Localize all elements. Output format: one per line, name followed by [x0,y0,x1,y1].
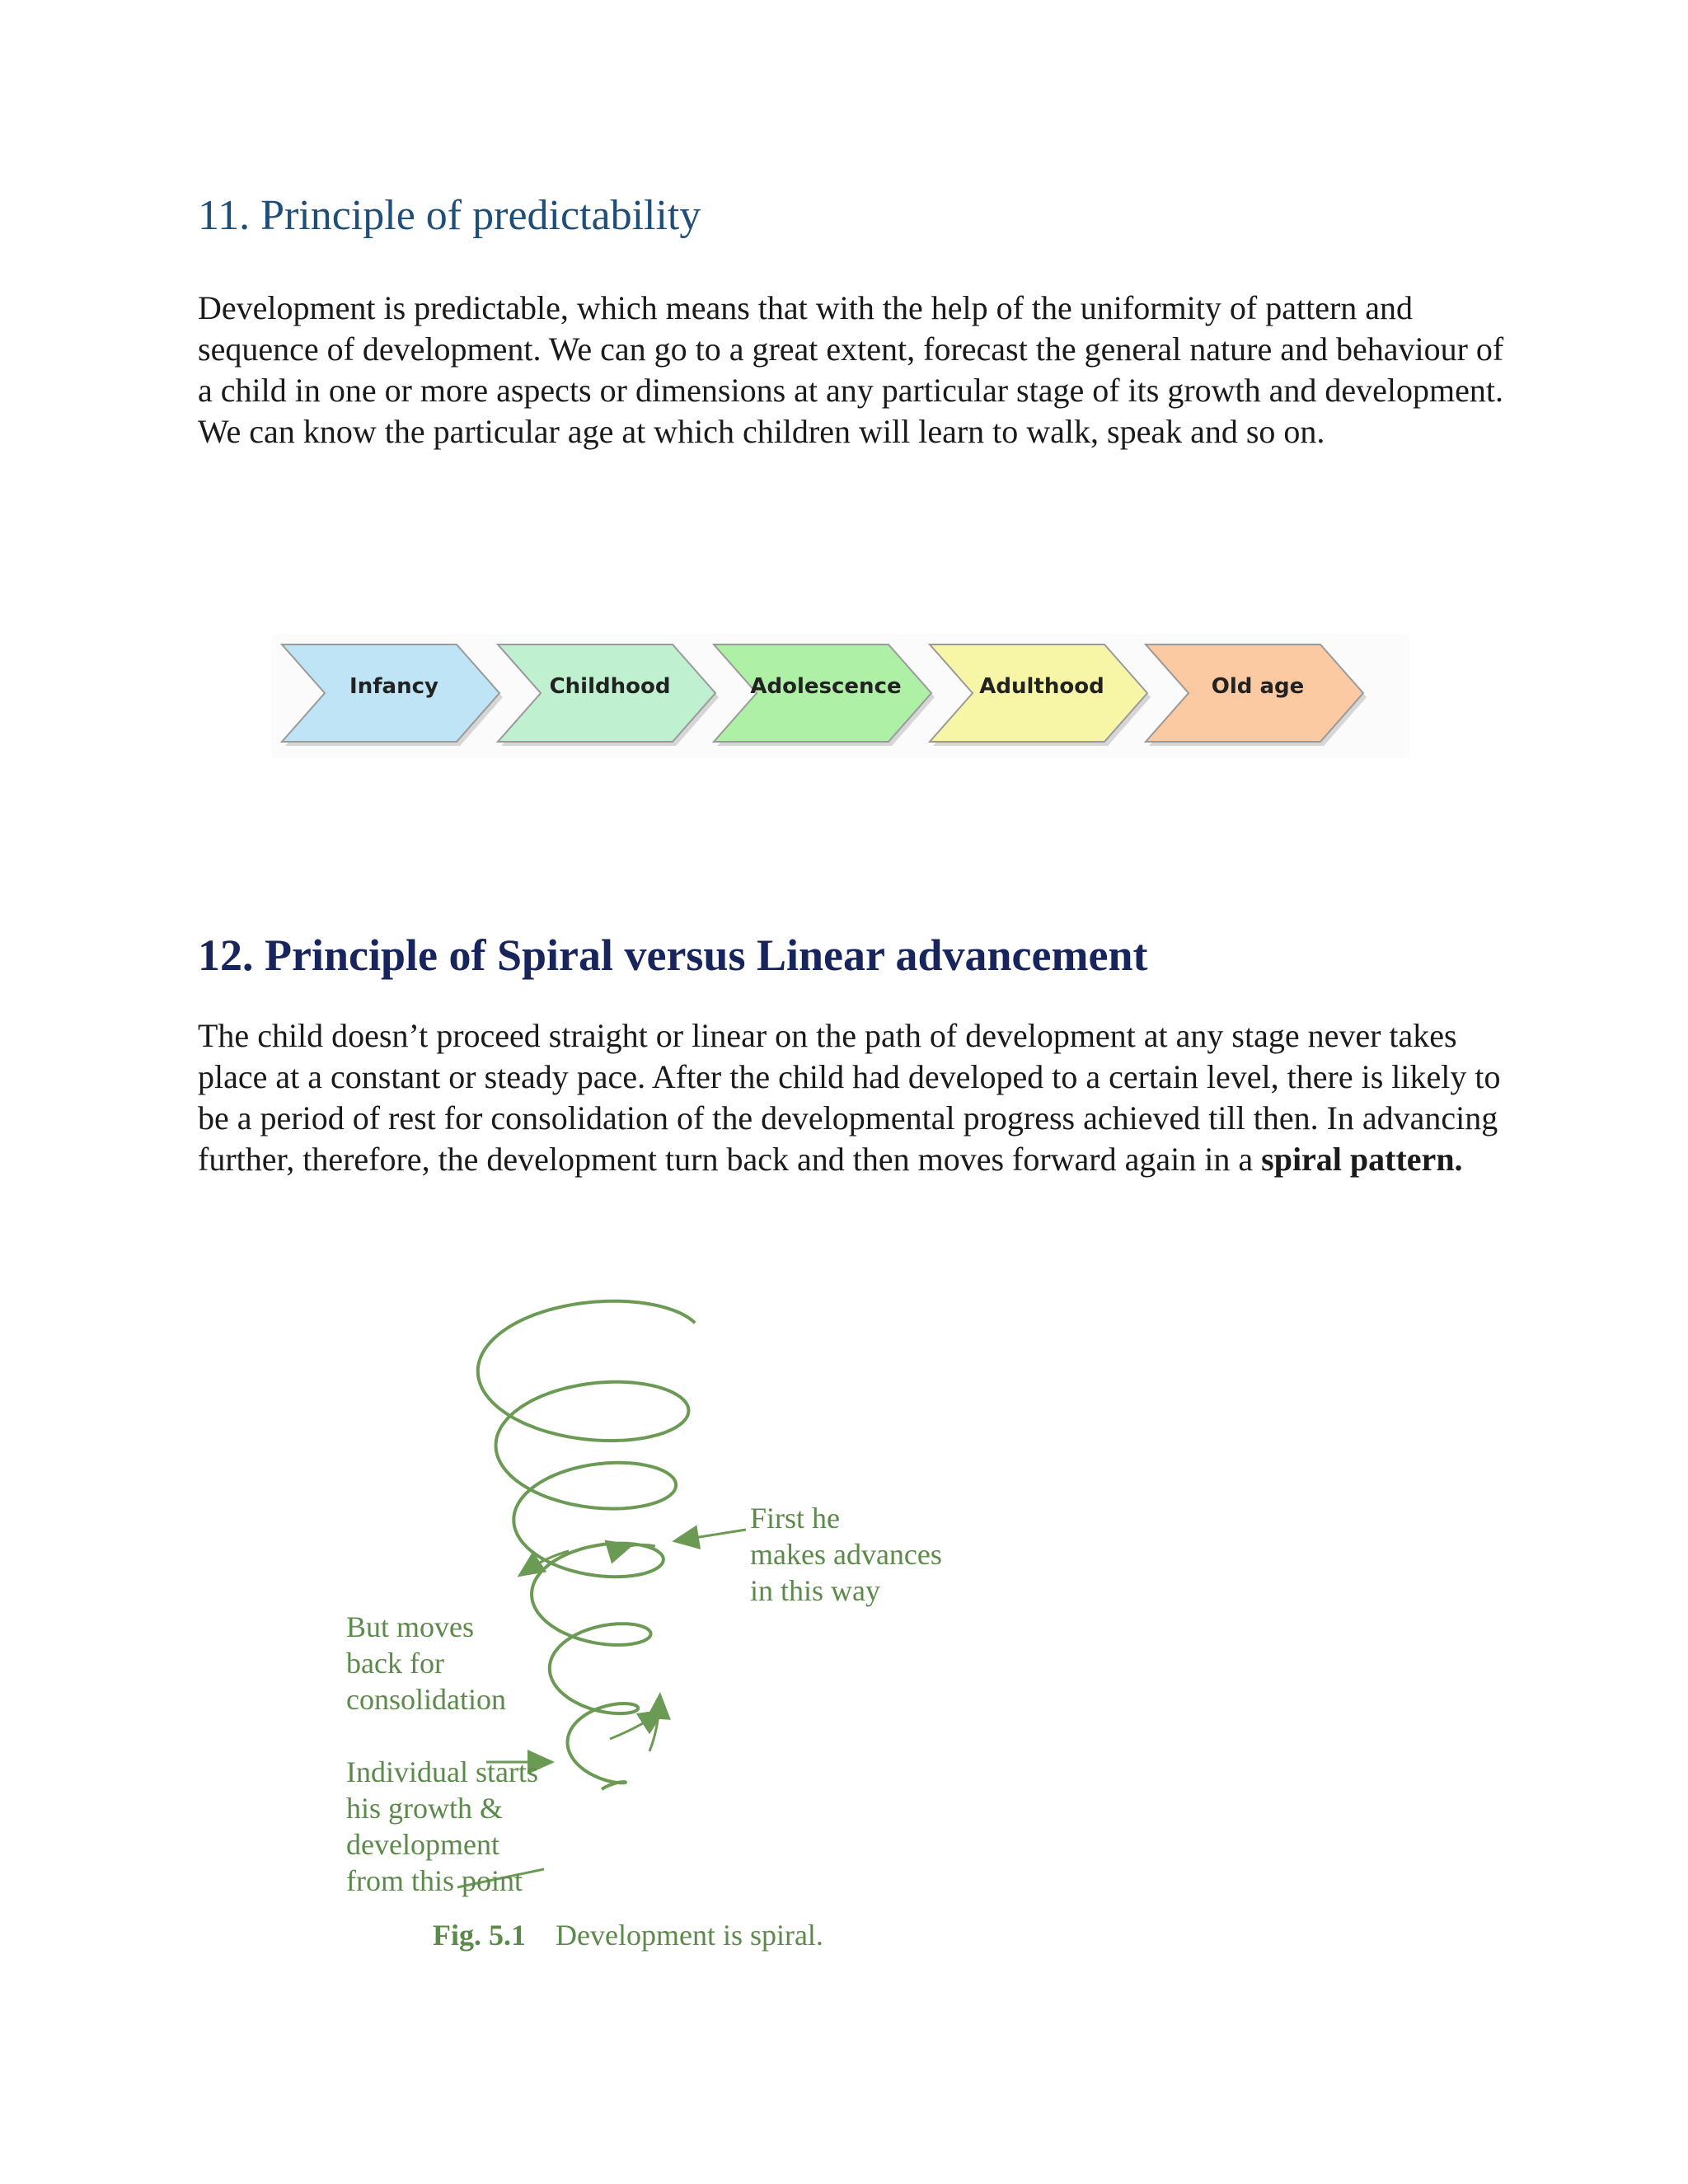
arrow-up-right [649,1704,659,1751]
development-stages-diagram [272,635,1409,758]
figure-caption [433,1918,823,1952]
section-11-heading: 11. Principle of predictability [198,192,701,239]
stage-label: Adulthood [979,674,1104,699]
section-12-heading: 12. Principle of Spiral versus Linear advancement [198,930,1148,980]
spiral-curve [478,1301,695,1789]
stage-label: Adolescence [750,674,902,699]
stage-label: Old age [1211,674,1305,699]
leader-first-advances [684,1530,746,1540]
section-12-paragraph-text: The child doesn’t proceed straight or linear on the path of development at any stage never takes place at a constant or steady pace. After the child had developed to a certain level, there is likely to be a period of rest for consolidation of the developmental progress achieved till then. In advancing further, therefore, the development turn back and then moves forward again in a [198,1017,1501,1178]
section-12-paragraph [198,1015,1517,1180]
stage-label: Childhood [549,674,671,699]
stage-label: Infancy [349,674,438,699]
section-11-paragraph: Development is predictable, which means that with the help of the uniformity of pattern and sequence of development. We can go to a great extent, forecast the general nature and behaviour of a child in one or more aspects or dimensions at any particular stage of its growth and development. We can know the particular age at which children will learn to walk, speak and so on. [198,289,1504,450]
spiral-figure [321,1286,997,1994]
label-start-point: Individual starts his growth & development from this point [346,1755,538,1897]
label-first-advances: First he makes advances in this way [750,1502,942,1607]
figure-number: Fig. 5.1 [433,1919,526,1952]
figure-caption-text: Development is spiral. [556,1919,823,1952]
arrow-up-mid [610,1716,655,1739]
label-moves-back: But moves back for consolidation [346,1610,506,1716]
section-12-paragraph-bold: spiral pattern. [1261,1141,1463,1178]
